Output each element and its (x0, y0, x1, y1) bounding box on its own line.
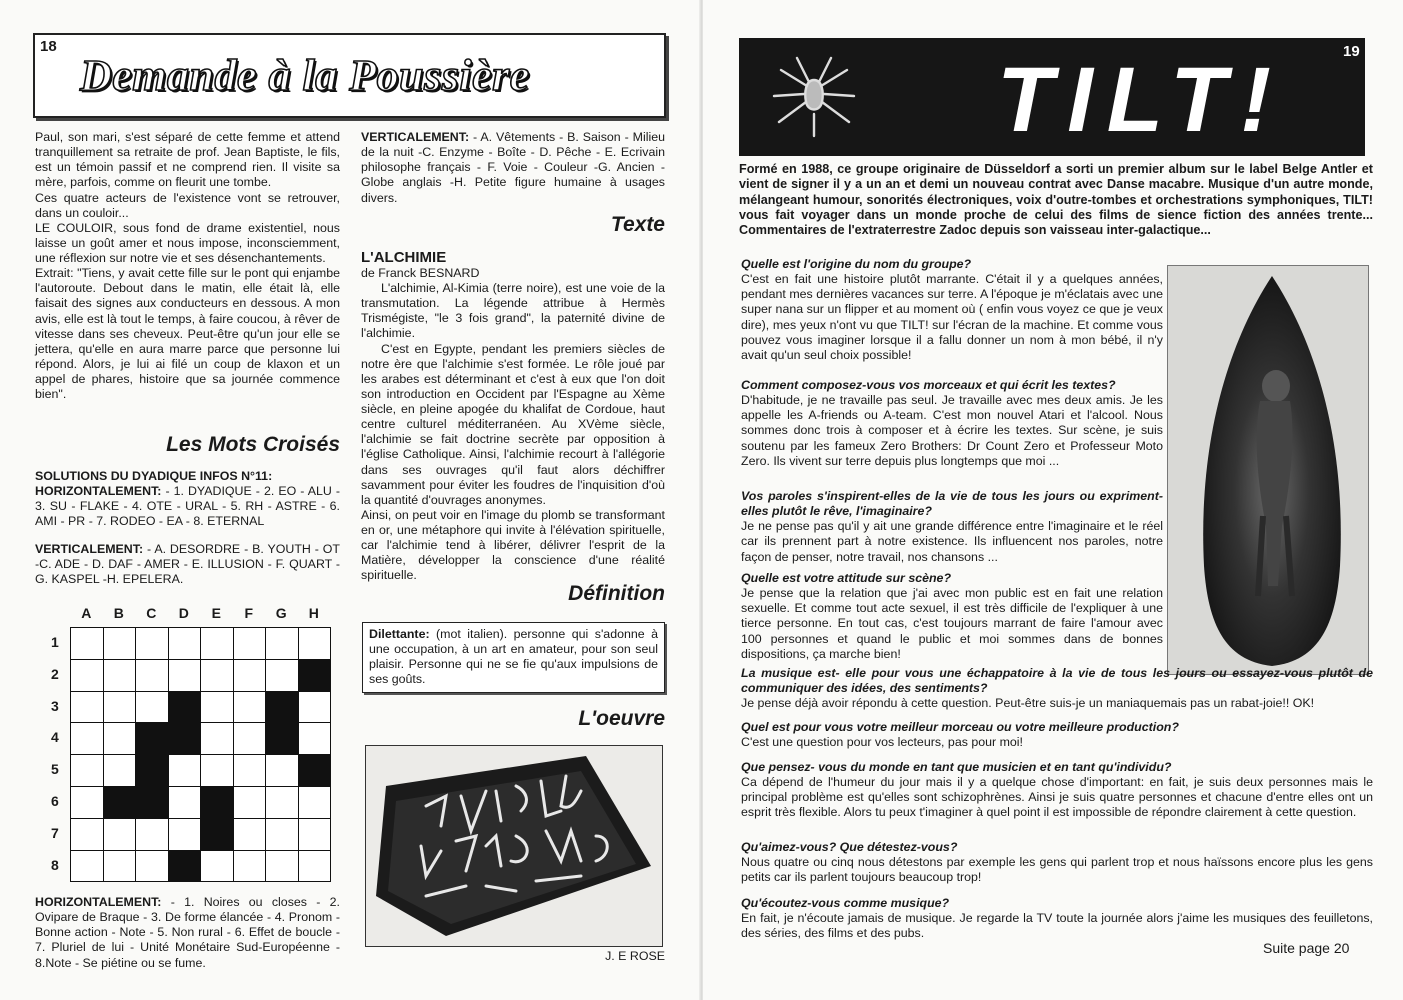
section-heading-definition: Définition (568, 582, 665, 605)
interview-answer: C'est une question pour vos lecteurs, pas pour moi! (741, 735, 1023, 750)
crossword-black-cell (298, 659, 331, 691)
section-heading-mots-croises: Les Mots Croisés (166, 433, 340, 456)
crossword-cell (298, 628, 331, 660)
crossword-cell (201, 691, 234, 723)
interview-answer: Je pense que la relation que j'ai avec mon public est en fait une relation sexuelle. Et comme tout acte sexuel, il est très difficile de l'expliquer à une tierce personne. En tout cas, c'est toujours marrant de faire l'amour avec 100 personnes et quand le public et moi sommes dans de bonnes dispositions, ça marche bien! (741, 586, 1163, 661)
alchimie-text (361, 281, 665, 584)
crossword-black-cell (168, 691, 201, 723)
crossword-cell (233, 818, 266, 850)
crossword-cell (266, 818, 299, 850)
column-label: D (178, 605, 189, 621)
artwork-credit: J. E ROSE (605, 949, 665, 963)
right-page (703, 0, 1403, 1000)
crossword-cell (136, 659, 169, 691)
crossword-cell (266, 755, 299, 787)
crossword-row (71, 659, 331, 691)
crossword-cell (71, 691, 104, 723)
interview-answer: Ca dépend de l'humeur du jour mais il y a quelque chose d'important: en fait, je suis deux personnes mais le principal problème est qu'elles sont schizophrènes. Ainsi je suis quatre personnes et chacune d'entre elles ont un esprit très flexible. Alors tu peux t'imaginer à quel point il est impossible de répondre clairement à cette question. (741, 775, 1373, 820)
tilt-banner (739, 38, 1365, 156)
alchimie-title: L'ALCHIMIE (361, 249, 447, 266)
crossword-black-cell (168, 723, 201, 755)
row-label: 7 (51, 824, 59, 841)
crossword-cell (103, 628, 136, 660)
page-number: 19 (1343, 43, 1360, 60)
crossword-cell (298, 850, 331, 882)
crossword-cell (168, 659, 201, 691)
crossword-cell (298, 723, 331, 755)
crossword-black-cell (103, 786, 136, 818)
text: - 1. DYADIQUE - 2. EO - ALU - 3. SU - FLAKE - 4. OTE - URAL - 5. RH - ASTRE - 6. AMI - PR - 7. RODEO - EA - 8. ETERNAL (35, 484, 340, 529)
crossword-row (71, 755, 331, 787)
qa-block (741, 840, 1373, 885)
crossword-cell (298, 818, 331, 850)
band-photo (1167, 265, 1369, 675)
qa-block (741, 720, 1373, 750)
label: VERTICALEMENT: (35, 541, 144, 556)
left-page (0, 0, 700, 1000)
row-label: 2 (51, 665, 59, 682)
crossword-clues-horizontal (35, 895, 340, 971)
crossword-cell (266, 628, 299, 660)
crossword-black-cell (136, 786, 169, 818)
artwork-frame (365, 745, 663, 947)
crossword-black-cell (266, 723, 299, 755)
solutions-vertical (35, 542, 340, 587)
row-label: 4 (51, 729, 59, 746)
column-label: A (81, 605, 92, 621)
crossword-cell (71, 659, 104, 691)
intro-paragraph: Formé en 1988, ce groupe originaire de Düsseldorf a sorti un premier album sur le label Belge Antler et vient de signer il y a un an et demi un nouveau contrat avec Danse macabre. Musique d'un autre monde, mélangeant humour, sonorités électroniques, voix d'outre-tombes et orchestrations symphoniques, TILT! vous fait voyager dans un monde proche de celui des films de sience fiction des années trente... Commentaires de l'extraterrestre Zadoc depuis son vaisseau inter-galactique... (739, 162, 1373, 238)
qa-block (741, 896, 1373, 941)
crossword-cell (71, 628, 104, 660)
crossword-row (71, 850, 331, 882)
article-paragraph: Ces quatre acteurs de l'existence vont se retrouver, dans un couloir... (35, 190, 340, 220)
interview-question: Qu'aimez-vous? Que détestez-vous? (741, 840, 958, 854)
column-label: F (244, 605, 254, 621)
crossword-clues-vertical (361, 130, 665, 206)
crossword-row (71, 723, 331, 755)
crossword-cell (136, 818, 169, 850)
crossword-cell (266, 659, 299, 691)
text: - A. DESORDRE - B. YOUTH - OT -C. ADE - D. DAF - AMER - E. ILLUSION - F. QUART -G. KASPEL -H. EPELERA. (35, 541, 340, 586)
crossword-black-cell (201, 786, 234, 818)
crossword-cell (71, 755, 104, 787)
qa-block (741, 378, 1163, 469)
crossword-cell (233, 659, 266, 691)
interview-question: La musique est- elle pour vous une échappatoire à la vie de tous les jours ou essayez-vous plutôt de communiquer des idées, des sentiments? (741, 666, 1373, 696)
column-label: B (113, 605, 124, 621)
interview-question: Qu'écoutez-vous comme musique? (741, 896, 950, 910)
definition-term: Dilettante: (369, 627, 430, 641)
alien-logo (769, 52, 859, 142)
column-label: C (146, 605, 157, 621)
interview-answer: Je ne pense pas qu'il y ait une grande différence entre l'imaginaire et le réel car ils prennent part à notre existence. Ils influencent nos paroles, notre façon de penser, notre travail, nos chansons ... (741, 519, 1163, 564)
crossword-cell (71, 786, 104, 818)
crossword-cell (103, 691, 136, 723)
crossword-cell (168, 755, 201, 787)
interview-question: Quelle est votre attitude sur scène? (741, 571, 952, 585)
crossword-cell (71, 850, 104, 882)
crossword-cell (233, 691, 266, 723)
crossword-cell (168, 818, 201, 850)
label: HORIZONTALEMENT: (35, 484, 162, 499)
crossword-cell (103, 755, 136, 787)
page-title: Demande à la Poussière (80, 51, 530, 100)
crossword-cell (103, 723, 136, 755)
interview-answer: Je pense déjà avoir répondu à cette question. Peut-être suis-je un maniaquemais pas un rabat-joie!! OK! (741, 696, 1315, 711)
row-label: 5 (51, 761, 59, 778)
crossword-row (71, 786, 331, 818)
crossword-cell (103, 659, 136, 691)
crossword-black-cell (136, 723, 169, 755)
section-heading-oeuvre: L'oeuvre (578, 707, 665, 730)
crossword-cell (201, 659, 234, 691)
crossword-row (71, 691, 331, 723)
left-title-box (33, 33, 666, 118)
column-label: H (308, 605, 319, 621)
crossword-cell (136, 628, 169, 660)
crossword-cell (201, 723, 234, 755)
photo-image (1168, 266, 1369, 675)
crossword-cell (233, 755, 266, 787)
artwork-image (366, 746, 662, 946)
crossword-cell (201, 628, 234, 660)
alchimie-author: de Franck BESNARD (361, 266, 480, 280)
qa-block (741, 257, 1163, 363)
crossword-black-cell (298, 755, 331, 787)
crossword-cell (233, 850, 266, 882)
interview-question: Que pensez- vous du monde en tant que musicien et en tant qu'individu? (741, 760, 1172, 774)
crossword-black-cell (168, 850, 201, 882)
article-paragraph: Extrait: "Tiens, y avait cette fille sur le pont qui enjambe l'autoroute. Debout dans le matin, elle était là, elle faisait des signes aux conducteurs en dessous. A mon avis, elle est là tout le temps, à faire coucou, à rêver de vitesse dans ses cheveux. Peut-être qu'un jour elle se jettera, qu'elle en aura marre parce que personne lui répond. Alors, je lui ai filé un coup de klaxon et un appel de phares, histoire que sa journée commence bien". (35, 266, 340, 402)
article-paragraph: Ainsi, on peut voir en l'image du plomb se transformant en or, une métaphore qui invite à l'élévation spirituelle, car l'alchimie tend à libérer, délivrer l'esprit de la Matière, développer la conscience d'une réalité spirituelle. (361, 507, 665, 583)
crossword-cell (71, 818, 104, 850)
crossword-cell (298, 786, 331, 818)
solutions-title: SOLUTIONS DU DYADIQUE INFOS N°11: (35, 469, 273, 483)
interview-question: Quel est pour vous votre meilleur morceau ou votre meilleure production? (741, 720, 1179, 734)
definition-text: (mot italien). personne qui s'adonne à une occupation, à un art en amateur, pour son seul plaisir. Personne qui ne se fie qu'aux impulsions de ses goûts. (369, 627, 658, 687)
qa-block (741, 760, 1373, 821)
solutions-horizontal (35, 484, 340, 529)
crossword-cell (136, 850, 169, 882)
qa-block (741, 489, 1163, 565)
interview-question: Quelle est l'origine du nom du groupe? (741, 257, 972, 271)
article-paragraph: Paul, son mari, s'est séparé de cette femme et attend tranquillement sa retraite de prof. Jean Baptiste, le fils, est un témoin passif et ne comprend rien. Il visite sa mère, parfois, comme on fleurit une tombe. (35, 130, 340, 190)
crossword-cell (298, 691, 331, 723)
interview-question: Comment composez-vous vos morceaux et qui écrit les textes? (741, 378, 1116, 392)
text: - 1. Noires ou closes - 2. Ovipare de Braque - 3. De forme élancée - 4. Pronom - Bonne action - Note - 5. Non rural - 6. Effet de boucle - 7. Pluriel de lui - Unité Monétaire Sud-Européenne - 8.Note - Se piétine ou se fume. (35, 895, 340, 970)
crossword-black-cell (201, 818, 234, 850)
crossword-cell (103, 818, 136, 850)
crossword-cell (233, 786, 266, 818)
continued-note: Suite page 20 (1263, 940, 1350, 956)
article-paragraph: C'est en Egypte, pendant les premiers siècles de notre ère que l'alchimie s'est formée. Le rôle joué par les arabes est déterminant et c'est à eux que l'on doit son introduction en Occident par l'Espagne au Xème siècle, en pleine apogée du khalifat de Cordoue, haut centre culturel méditerranéen. Au XVème siècle, l'alchimie se fait doctrine secrète par opposition à l'église Catholique. Ainsi, l'alchimie recourt à l'allégorie dans ses ouvrages qu'il faut alors déchiffrer savamment pour éviter les foudres de l'inquisition d'où la quantité d'ouvrages anonymes. (361, 341, 665, 507)
crossword-grid (70, 627, 331, 882)
crossword-row-labels (51, 627, 65, 881)
row-label: 8 (51, 856, 59, 873)
crossword-cell (266, 850, 299, 882)
interview-question: Vos paroles s'inspirent-elles de la vie de tous les jours ou expriment-elles plutôt le rêve, l'imaginaire? (741, 489, 1163, 519)
crossword-cell (168, 786, 201, 818)
text: - A. Vêtements - B. Saison - Milieu de la nuit -C. Enzyme - Boîte - D. Pêche - E. Ecrivain philosophe français - F. Voie - Couleur -G. Ancien - Globe anglais -H. Petite figure humaine à usages divers. (361, 130, 665, 205)
column-label: E (211, 605, 221, 621)
section-heading-texte: Texte (610, 213, 665, 236)
banner-title: TILT! (997, 49, 1285, 151)
article-paragraph: LE COULOIR, sous fond de drame existentiel, nous laisse un goût amer et nous impose, inconsciemment, une réflexion sur notre vie et ses désenchantements. (35, 220, 340, 265)
label: HORIZONTALEMENT: (35, 895, 162, 909)
column-label: G (275, 605, 287, 621)
crossword-black-cell (266, 691, 299, 723)
interview-answer: Nous quatre ou cinq nous détestons par exemple les gens qui parlent trop et nous haïssons encore plus les gens petits car ils parlent toujours beaucoup trop! (741, 855, 1373, 885)
row-label: 1 (51, 634, 59, 650)
row-label: 6 (51, 792, 59, 809)
article-paragraph: L'alchimie, Al-Kimia (terre noire), est une voie de la transmutation. La légende attribue à Hermès Trismégiste, "le 3 fois grand", la paternité divine de l'alchimie. (361, 281, 665, 341)
crossword-black-cell (136, 755, 169, 787)
qa-block (741, 571, 1163, 662)
label: VERTICALEMENT: (361, 130, 470, 144)
crossword-cell (201, 850, 234, 882)
crossword-cell (201, 755, 234, 787)
interview-answer: C'est en fait une histoire plutôt marrante. C'était il y a quelques années, pendant mes dernières vacances sur terre. A l'époque je m'éclatais avec une super nana sur un flipper et au moment où ( enfin vous voyez ce que je veux dire), mes yeux n'ont vu que TILT! sur l'écran de la machine. Et comme vous pouvez vous imaginer lorsque il a fallu donner un nom à mon bébé, il n'y avait qu'un seul choix possible! (741, 272, 1163, 362)
interview-answer: D'habitude, je ne travaille pas seul. Je travaille avec mes deux amis. Je les appelle les A-friends ou A-team. C'est mon nouvel Atari et l'alcool. Nous sommes donc trois à composer et à écrire les textes. Sur scène, je suis soutenu par les fameux Zero Brothers: Dr Count Zero et Professeur Moto Zero. Ils vivent sur terre depuis plus longtemps que moi ... (741, 393, 1163, 468)
crossword-cell (71, 723, 104, 755)
crossword-cell (103, 850, 136, 882)
crossword-row (71, 818, 331, 850)
interview-answer: En fait, je n'écoute jamais de musique. Je regarde la TV toute la journée alors j'aime les musiques des feuilletons, des séries, des films et des pubs. (741, 911, 1373, 941)
crossword-column-labels (70, 605, 330, 622)
row-label: 3 (51, 697, 59, 714)
qa-block (741, 666, 1373, 711)
definition-box (362, 622, 665, 693)
crossword-cell (136, 691, 169, 723)
crossword-cell (266, 786, 299, 818)
left-col1-text (35, 130, 340, 402)
crossword-solutions (35, 469, 340, 587)
crossword-cell (168, 628, 201, 660)
crossword-cell (233, 723, 266, 755)
crossword-row (71, 628, 331, 660)
crossword-cell (233, 628, 266, 660)
page-number: 18 (40, 38, 57, 55)
